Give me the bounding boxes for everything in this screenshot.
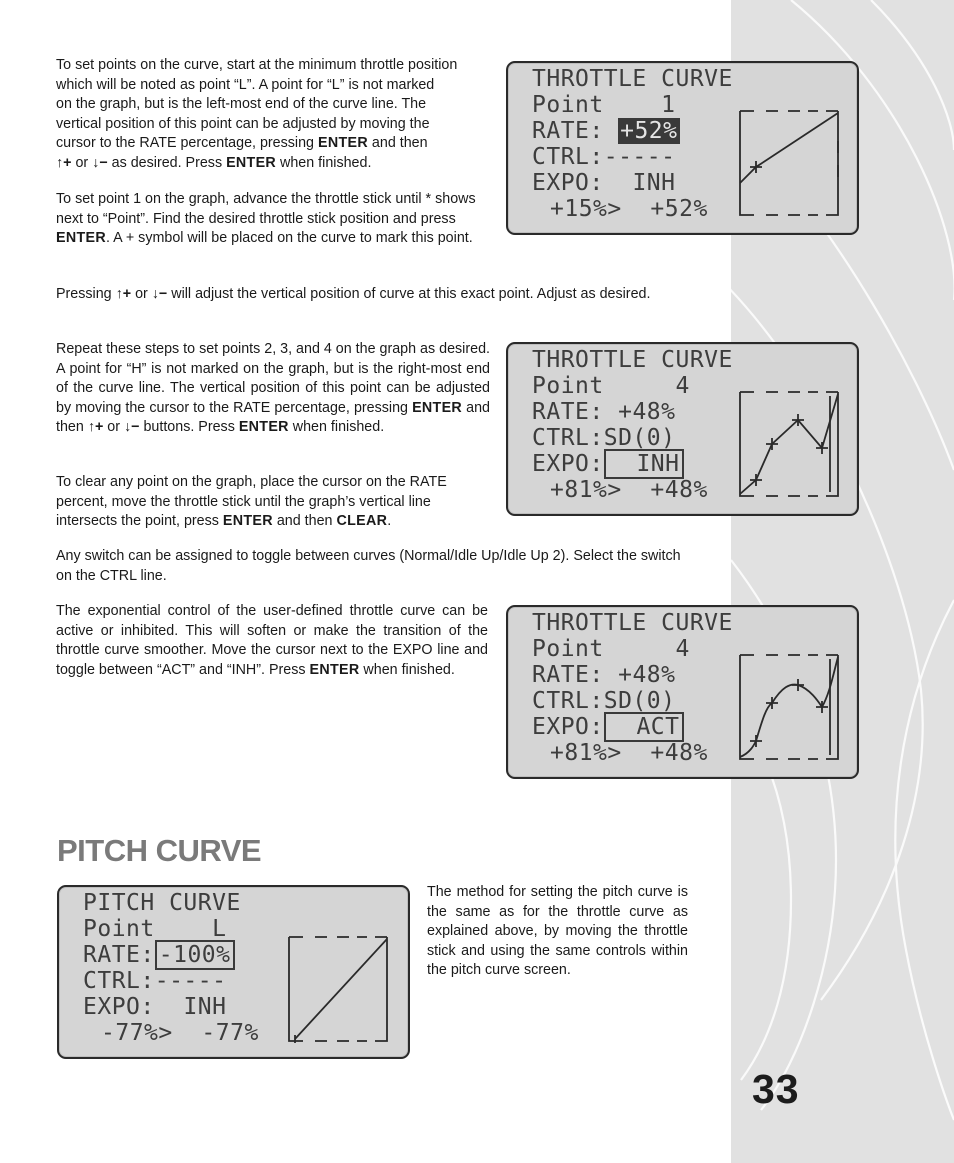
lcd-rate-label: RATE: — [532, 118, 604, 144]
text-fragment: or — [71, 154, 93, 171]
lcd-rate-row — [532, 663, 676, 688]
lcd-point-row — [532, 637, 690, 662]
lcd-rate-label: RATE: — [83, 942, 155, 968]
lcd-point-row — [532, 93, 676, 118]
lcd-rate-value: -100% — [155, 940, 235, 970]
lcd-throttle-curve-point-4-inh — [506, 342, 859, 516]
enter-key-label: ENTER — [222, 513, 273, 530]
lcd-rate-label: RATE: — [532, 662, 604, 688]
down-minus-key-icon: ↓− — [92, 154, 108, 171]
lcd-throttle-curve-point-4-act — [506, 605, 859, 779]
text-fragment: Repeat these steps to set points 2, 3, and 4 on the graph as desired. A point for “H” is not marked on the graph, but is the right-most end of the curve line. The vertical position of this point can be adjusted by moving the cursor to the RATE percentage, pressing — [56, 341, 490, 416]
lcd-rate-value: +48% — [618, 399, 676, 425]
clear-key-label: CLEAR — [336, 513, 388, 530]
lcd-expo-value: INH — [636, 451, 680, 477]
paragraph-set-points — [56, 56, 488, 174]
lcd-bottom-row: +15%> +52% — [550, 196, 708, 222]
paragraph-adjust-vertical — [56, 285, 692, 305]
graph-left-bracket — [289, 937, 303, 1041]
lcd-throttle-curve-point-1 — [506, 61, 859, 235]
page-number: 33 — [752, 1066, 800, 1112]
lcd-pitch-curve-point-l — [57, 885, 410, 1059]
lcd-rate-value: +52% — [620, 118, 678, 144]
lcd-title: THROTTLE CURVE — [532, 610, 733, 636]
text-line: To set points on the curve, start at the minimum throttle position — [56, 57, 458, 73]
lcd-bottom-row: +81%> +48% — [550, 740, 708, 766]
text-line: which will be noted as point “L”. A point for “L” is not marked — [56, 76, 435, 93]
lcd-expo-row — [532, 715, 684, 740]
down-minus-key-icon: ↓− — [123, 419, 140, 436]
lcd-expo-value-box — [604, 449, 684, 479]
lcd-expo-row — [532, 452, 684, 477]
text-fragment: Pressing — [56, 286, 116, 302]
graph-left-bracket — [740, 111, 754, 215]
text-fragment: or — [131, 286, 152, 302]
curve-line — [295, 939, 387, 1039]
lcd-expo-label: EXPO: — [532, 170, 604, 196]
lcd-rate-label: RATE: — [532, 399, 604, 425]
lcd-rate-row — [532, 400, 676, 425]
lcd-expo-value: ACT — [636, 714, 680, 740]
curve-graph — [734, 645, 844, 767]
lcd-ctrl-row: CTRL:SD(0) — [532, 425, 676, 451]
lcd-rate-row — [532, 119, 680, 144]
text-fragment: as desired. Press — [107, 154, 227, 171]
lcd-point-value: 4 — [675, 373, 690, 399]
graph-right-bracket — [826, 111, 838, 215]
lcd-ctrl-row: CTRL:----- — [532, 144, 676, 170]
lcd-expo-value: INH — [632, 170, 676, 196]
graph-right-bracket — [826, 392, 838, 496]
lcd-ctrl-row: CTRL:SD(0) — [532, 688, 676, 714]
lcd-ctrl-row: CTRL:----- — [83, 968, 227, 994]
graph-right-bracket — [375, 937, 387, 1041]
lcd-point-value: 1 — [661, 92, 676, 118]
curve-graph — [734, 101, 844, 223]
text-line: on the graph, but is the left-most end of the curve line. The — [56, 96, 427, 113]
text-fragment: and then — [56, 399, 490, 436]
lcd-point-row — [532, 374, 690, 399]
section-heading: PITCH CURVE — [57, 833, 262, 868]
lcd-point-value: L — [212, 916, 227, 942]
paragraph-set-point-1 — [56, 190, 493, 249]
point-markers — [750, 679, 828, 747]
text-fragment: To set point 1 on the graph, advance the throttle stick until * shows next to “Point”. Find the desired throttle stick position and press — [56, 191, 476, 227]
lcd-expo-label: EXPO: — [532, 714, 604, 740]
lcd-title: THROTTLE CURVE — [532, 66, 733, 92]
text-fragment: The exponential control of the user-defined throttle curve can be active or inhibited. This will soften or make the transition of the throttle curve smoother. Move the cursor next to the EXPO line and toggle between “ACT” and “INH”. Press — [56, 603, 488, 678]
enter-key-label: ENTER — [309, 661, 360, 678]
curve-graph — [734, 382, 844, 504]
text-fragment: when finished. — [359, 661, 455, 678]
lcd-rate-value: +48% — [618, 662, 676, 688]
lcd-bottom-row: -77%> -77% — [101, 1020, 259, 1046]
enter-key-label: ENTER — [238, 419, 289, 436]
text-fragment: will adjust the vertical position of curve at this exact point. Adjust as desired. — [167, 286, 651, 302]
graph-left-bracket — [740, 655, 754, 759]
lcd-rate-row — [83, 943, 235, 968]
up-plus-key-icon: ↑+ — [115, 286, 132, 302]
up-plus-key-icon: ↑+ — [56, 154, 72, 171]
lcd-expo-row — [532, 171, 676, 196]
text-fragment: Any switch can be assigned to toggle between curves (Normal/Idle Up/Idle Up 2). Select the switch on the CTRL line. — [56, 548, 681, 584]
text-fragment: when finished. — [276, 154, 372, 171]
lcd-point-label: Point — [532, 92, 604, 118]
lcd-title: THROTTLE CURVE — [532, 347, 733, 373]
lcd-expo-label: EXPO: — [532, 451, 604, 477]
lcd-point-label: Point — [532, 373, 604, 399]
text-fragment: To clear any point on the graph, place the cursor on the RATE percent, move the throttle stick until the graph’s vertical line intersects the point, press — [56, 474, 447, 530]
text-line: and then — [367, 135, 428, 152]
curve-line — [740, 113, 838, 183]
text-fragment: . — [387, 513, 392, 530]
lcd-expo-row — [83, 995, 227, 1020]
curve-line — [740, 394, 838, 494]
paragraph-pitch-method — [427, 883, 688, 981]
point-markers — [750, 414, 828, 486]
paragraph-clear-point — [56, 473, 494, 532]
lcd-expo-label: EXPO: — [83, 994, 155, 1020]
text-fragment: . A + symbol will be placed on the curve to mark this point. — [105, 230, 473, 247]
enter-key-label: ENTER — [56, 230, 106, 247]
enter-key-label: ENTER — [226, 154, 277, 171]
text-fragment: when finished. — [288, 419, 385, 436]
lcd-title: PITCH CURVE — [83, 890, 241, 916]
paragraph-switch-assign — [56, 547, 696, 586]
down-minus-key-icon: ↓− — [151, 286, 168, 302]
text-fragment: or — [103, 419, 124, 436]
lcd-point-label: Point — [532, 636, 604, 662]
lcd-expo-value: INH — [183, 994, 227, 1020]
text-line: cursor to the RATE percentage, pressing — [56, 135, 318, 152]
enter-key-label: ENTER — [412, 399, 463, 416]
lcd-expo-value-box — [604, 712, 684, 742]
paragraph-expo — [56, 602, 488, 680]
lcd-bottom-row: +81%> +48% — [550, 477, 708, 503]
text-fragment: The method for setting the pitch curve is the same as for the throttle curve as explained above, by moving the throttle stick and using the same controls within the pitch curve screen. — [427, 884, 688, 979]
lcd-point-value: 4 — [675, 636, 690, 662]
enter-key-label: ENTER — [317, 135, 368, 152]
text-fragment: buttons. Press — [139, 419, 239, 436]
text-line: vertical position of this point can be adjusted by moving the — [56, 115, 430, 132]
paragraph-repeat-steps — [56, 340, 490, 438]
lcd-point-label: Point — [83, 916, 155, 942]
up-plus-key-icon: ↑+ — [87, 419, 104, 436]
curve-graph — [283, 927, 393, 1049]
lcd-point-row — [83, 917, 227, 942]
text-fragment: and then — [272, 513, 337, 530]
